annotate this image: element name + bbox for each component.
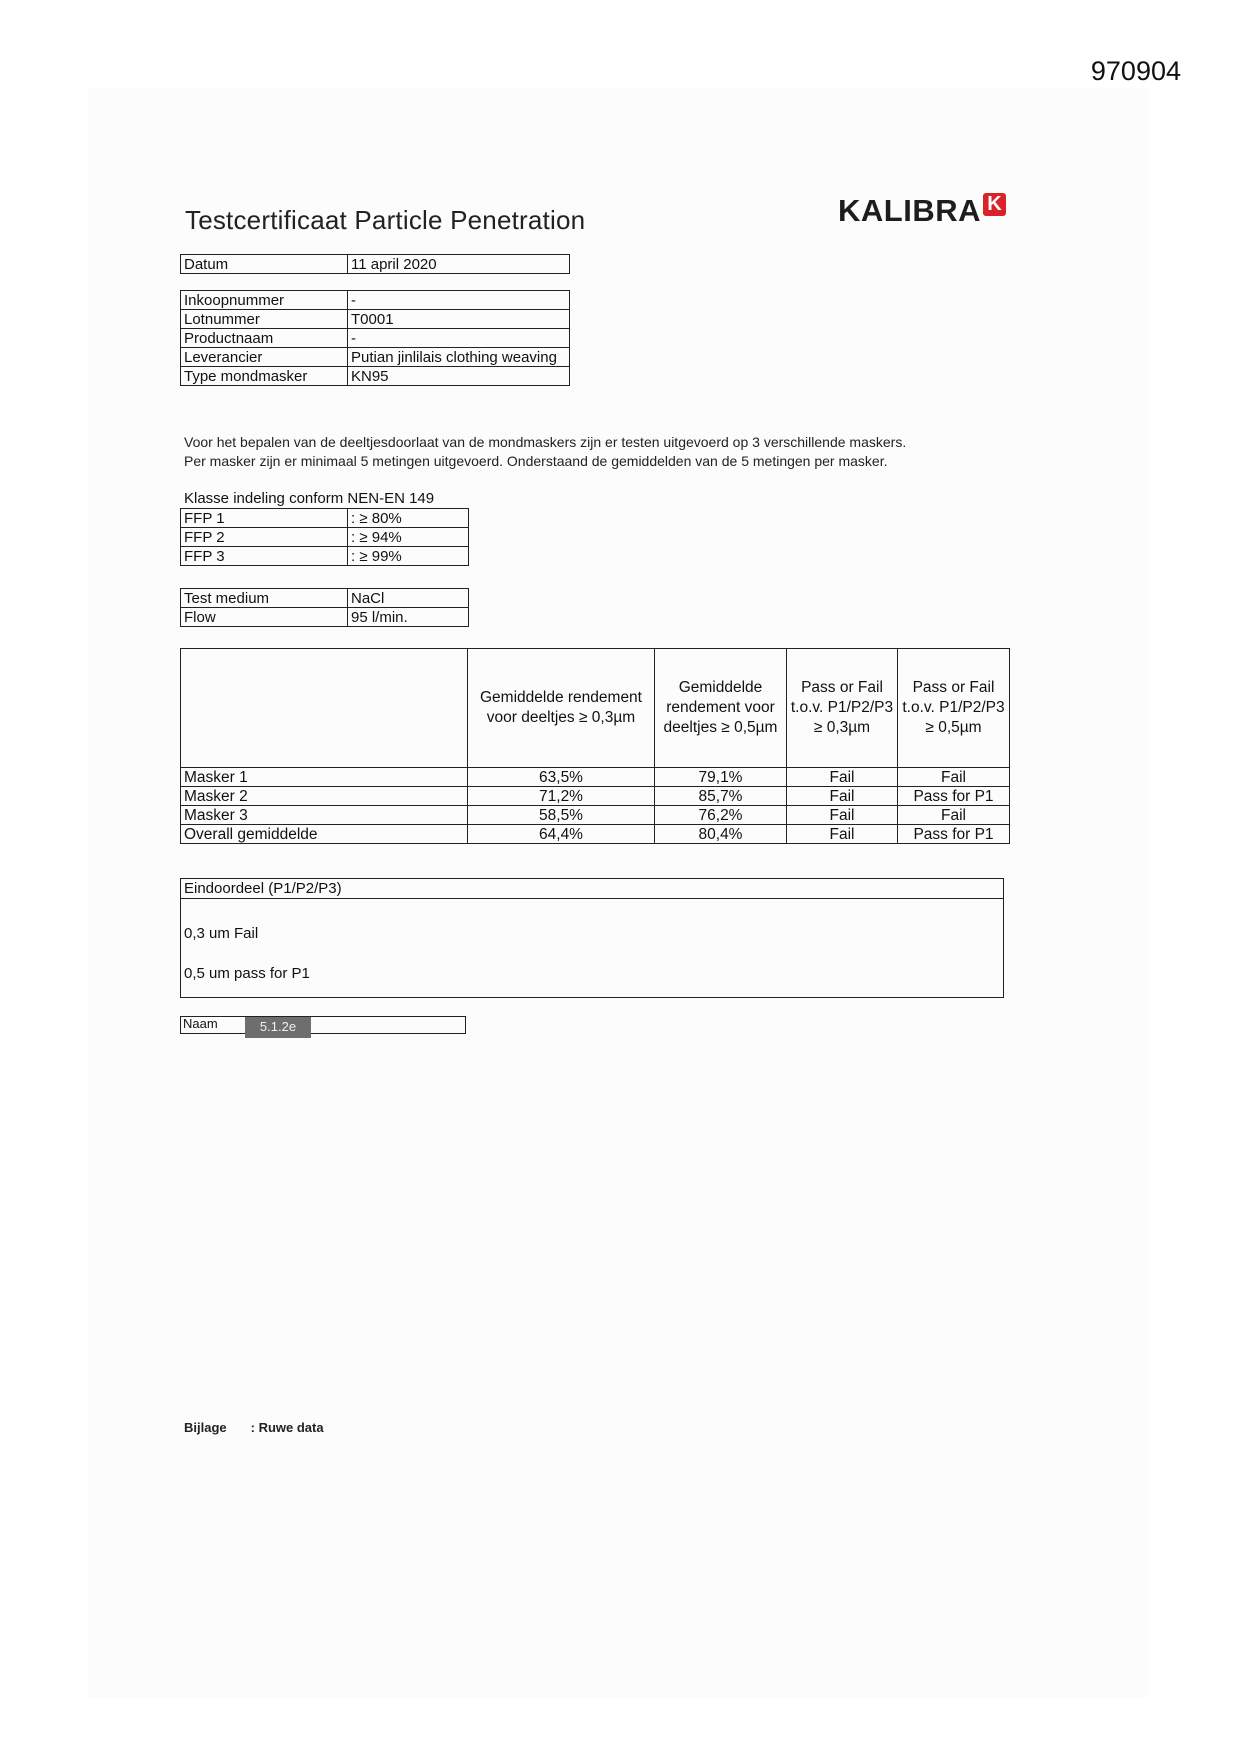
row-label: Masker 3 (181, 806, 468, 825)
product-info-row (181, 310, 570, 329)
type-mondmasker-value: KN95 (348, 367, 570, 386)
lotnummer-value: T0001 (348, 310, 570, 329)
datum-table (180, 254, 570, 274)
test-medium-label: Test medium (181, 589, 348, 608)
results-header-rendement-05: Gemiddelde rendement voor deeltjes ≥ 0,5µm (655, 649, 787, 768)
ffp1-value: : ≥ 80% (348, 509, 469, 528)
cell-rendement-03: 63,5% (468, 768, 655, 787)
ffp2-label: FFP 2 (181, 528, 348, 547)
verdict-line-05: 0,5 um pass for P1 (184, 965, 310, 982)
productnaam-label: Productnaam (181, 329, 348, 348)
table-row (181, 825, 1010, 844)
cell-passfail-05: Pass for P1 (898, 787, 1010, 806)
cell-rendement-05: 79,1% (655, 768, 787, 787)
klasse-row (181, 528, 469, 547)
product-info-row (181, 291, 570, 310)
verdict-box (180, 878, 1004, 998)
klasse-row (181, 509, 469, 528)
klasse-row (181, 547, 469, 566)
ffp1-label: FFP 1 (181, 509, 348, 528)
test-medium-value: NaCl (348, 589, 469, 608)
cell-rendement-03: 71,2% (468, 787, 655, 806)
page-title: Testcertificaat Particle Penetration (185, 205, 586, 235)
flow-label: Flow (181, 608, 348, 627)
product-info-table (180, 290, 570, 386)
ffp2-value: : ≥ 94% (348, 528, 469, 547)
test-row (181, 608, 469, 627)
cell-passfail-05: Fail (898, 768, 1010, 787)
leverancier-value: Putian jinlilais clothing weaving (348, 348, 570, 367)
inkoopnummer-label: Inkoopnummer (181, 291, 348, 310)
ffp3-label: FFP 3 (181, 547, 348, 566)
cell-rendement-05: 85,7% (655, 787, 787, 806)
logo-text: KALIBRA (838, 193, 981, 228)
cell-passfail-05: Pass for P1 (898, 825, 1010, 844)
product-info-row (181, 329, 570, 348)
datum-label: Datum (181, 255, 348, 274)
cell-passfail-03: Fail (787, 787, 898, 806)
results-header-passfail-05: Pass or Fail t.o.v. P1/P2/P3 ≥ 0,5µm (898, 649, 1010, 768)
results-header-row (181, 649, 1010, 768)
row-label: Overall gemiddelde (181, 825, 468, 844)
bijlage-value: : Ruwe data (250, 1420, 324, 1435)
results-header-empty (181, 649, 468, 768)
cell-passfail-05: Fail (898, 806, 1010, 825)
row-label: Masker 1 (181, 768, 468, 787)
naam-field (180, 1016, 466, 1034)
leverancier-label: Leverancier (181, 348, 348, 367)
type-mondmasker-label: Type mondmasker (181, 367, 348, 386)
table-row (181, 787, 1010, 806)
verdict-line-03: 0,3 um Fail (184, 925, 259, 942)
logo-k-icon: K (983, 193, 1006, 216)
intro-line: Per masker zijn er minimaal 5 metingen uitgevoerd. Onderstaand de gemiddelden van de 5 metingen per masker. (184, 453, 888, 469)
verdict-title: Eindoordeel (P1/P2/P3) (181, 879, 1003, 899)
bijlage-label: Bijlage (184, 1420, 227, 1435)
cell-rendement-05: 76,2% (655, 806, 787, 825)
results-header-passfail-03: Pass or Fail t.o.v. P1/P2/P3 ≥ 0,3µm (787, 649, 898, 768)
cell-rendement-03: 64,4% (468, 825, 655, 844)
kalibra-logo (838, 195, 1006, 227)
klasse-table (180, 508, 469, 566)
intro-paragraph (184, 433, 906, 471)
flow-value: 95 l/min. (348, 608, 469, 627)
row-label: Masker 2 (181, 787, 468, 806)
cell-passfail-03: Fail (787, 825, 898, 844)
datum-value: 11 april 2020 (348, 255, 570, 274)
intro-line: Voor het bepalen van de deeltjesdoorlaat van de mondmaskers zijn er testen uitgevoerd op 3 verschillende maskers. (184, 434, 907, 450)
inkoopnummer-value: - (348, 291, 570, 310)
klasse-title: Klasse indeling conform NEN-EN 149 (184, 490, 435, 507)
product-info-row (181, 348, 570, 367)
lotnummer-label: Lotnummer (181, 310, 348, 329)
table-row (181, 806, 1010, 825)
results-table (180, 648, 1010, 844)
productnaam-value: - (348, 329, 570, 348)
redaction-block: 5.1.2e (245, 1017, 311, 1038)
cell-passfail-03: Fail (787, 806, 898, 825)
table-row (181, 768, 1010, 787)
document-number: 970904 (1090, 56, 1181, 86)
test-row (181, 589, 469, 608)
test-conditions-table (180, 588, 469, 627)
bijlage-line (184, 1420, 324, 1435)
naam-label: Naam (183, 1016, 218, 1031)
product-info-row (181, 367, 570, 386)
cell-rendement-05: 80,4% (655, 825, 787, 844)
results-header-rendement-03: Gemiddelde rendement voor deeltjes ≥ 0,3µm (468, 649, 655, 768)
cell-passfail-03: Fail (787, 768, 898, 787)
ffp3-value: : ≥ 99% (348, 547, 469, 566)
cell-rendement-03: 58,5% (468, 806, 655, 825)
datum-row (181, 255, 570, 274)
